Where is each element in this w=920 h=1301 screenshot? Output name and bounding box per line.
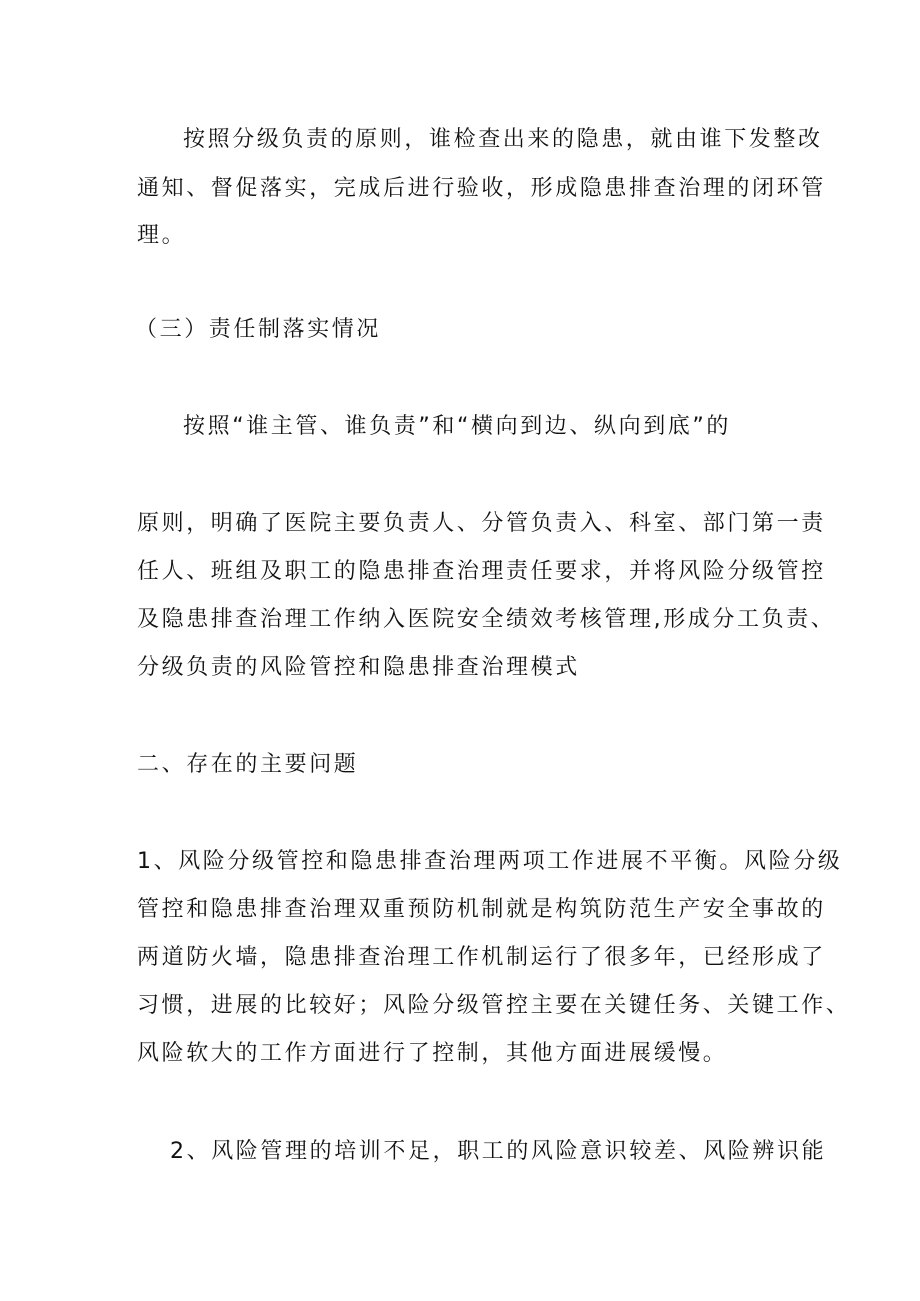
paragraph-line: 习惯，进展的比较好；风险分级管控主要在关键任务、关键工作、	[137, 993, 851, 1018]
paragraph-line: 理。	[137, 223, 187, 248]
paragraph-line: 2、风险管理的培训不足，职工的风险意识较差、风险辨识能	[170, 1139, 827, 1164]
paragraph-line: 任人、班组及职工的隐患排查治理责任要求，并将风险分级管控	[137, 559, 826, 584]
section-heading: （三）责任制落实情况	[135, 317, 382, 342]
paragraph-line: 风险软大的工作方面进行了控制，其他方面进展缓慢。	[137, 1041, 728, 1066]
paragraph-line: 管控和隐患排查治理双重预防机制就是构筑防范生产安全事故的	[137, 897, 826, 922]
paragraph-line: 按照分级负责的原则，谁检查出来的隐患，就由谁下发整改	[183, 127, 823, 152]
paragraph-line: 两道防火墙，隐患排查治理工作机制运行了很多年，已经形成了	[137, 945, 826, 970]
paragraph-line: 原则，明确了医院主要负责人、分管负责入、科室、部门第一责	[137, 511, 826, 536]
paragraph-line: 通知、督促落实，完成后进行验收，形成隐患排查治理的闭环管	[137, 176, 826, 201]
paragraph-line: 及隐患排查治理工作纳入医院安全绩效考核管理,形成分工负责、	[137, 607, 836, 632]
paragraph-line: 1、风险分级管控和隐患排查治理两项工作进展不平衡。风险分级	[137, 849, 843, 874]
paragraph-line: 分级负责的风险管控和隐患排查治理模式	[137, 655, 580, 680]
paragraph-line: 按照“谁主管、谁负责”和“横向到边、纵向到底”的	[183, 414, 731, 439]
section-heading: 二、存在的主要问题	[137, 752, 359, 777]
